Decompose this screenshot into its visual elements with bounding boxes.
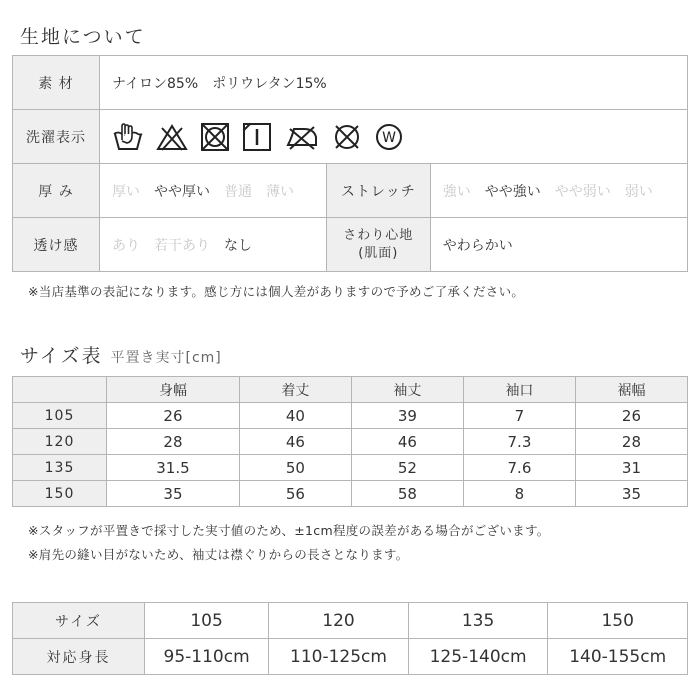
size-table-header [13,377,688,403]
wash-icons-cell [100,110,688,164]
no-tumble-dry-icon [200,122,230,152]
size-row-label: 150 [13,481,107,507]
stretch-options [430,164,687,218]
table-row [13,455,688,481]
svg-text:W: W [382,129,396,146]
size-header-cell: 着丈 [239,377,351,403]
fabric-section-title: 生地について [20,26,146,48]
stretch-option: 強い [442,183,471,200]
size-header-cell: 袖口 [463,377,575,403]
size-table [12,376,688,507]
size-cell: 135 [408,603,548,639]
touch-value: やわらかい [430,218,687,272]
stretch-option: 弱い [624,183,653,200]
thickness-row [13,164,688,218]
touch-label-line2: (肌面) [358,245,399,261]
wash-label: 洗濯表示 [13,110,100,164]
thickness-option: 薄い [266,183,294,200]
size-title-text: サイズ表 [20,345,103,367]
size-row-label: サイズ [13,603,145,639]
transparency-options [100,218,327,272]
size-value-cell: 31.5 [107,455,240,481]
thickness-option: 普通 [224,183,252,200]
size-value-cell: 28 [107,429,240,455]
measurement-note: ※スタッフが平置きで採寸した実寸値のため、±1cm程度の誤差がある場合がございます。 [28,523,550,538]
size-section-title [20,341,222,368]
size-header-cell [13,377,107,403]
size-value-cell: 56 [239,481,351,507]
size-header-cell: 袖丈 [351,377,463,403]
stretch-option: やや弱い [554,183,611,200]
material-value: ナイロン85% ポリウレタン15% [100,56,688,110]
size-value-cell: 52 [351,455,463,481]
size-table-body [13,403,688,507]
size-value-cell: 35 [575,481,687,507]
size-value-cell: 7.6 [463,455,575,481]
low-iron-icon [284,123,320,151]
hand-wash-tub-icon [112,122,144,152]
height-size-row [13,603,688,639]
size-value-cell: 7.3 [463,429,575,455]
size-cell: 150 [548,603,688,639]
height-cell: 125-140cm [408,639,548,675]
size-row-label: 135 [13,455,107,481]
material-row [13,56,688,110]
touch-label-line1: さわり心地 [343,227,414,243]
transparency-label: 透け感 [13,218,100,272]
table-row [13,429,688,455]
sleeve-note: ※肩先の縫い目がないため、袖丈は襟ぐりからの長さとなります。 [28,547,409,562]
size-value-cell: 31 [575,455,687,481]
size-value-cell: 26 [575,403,687,429]
material-label: 素 材 [13,56,100,110]
touch-label [326,218,430,272]
size-value-cell: 46 [239,429,351,455]
size-value-cell: 46 [351,429,463,455]
height-cell: 140-155cm [548,639,688,675]
wet-clean-icon [374,122,404,152]
no-bleach-icon [156,123,188,151]
fabric-table [12,55,688,272]
size-row-label: 120 [13,429,107,455]
wash-row [13,110,688,164]
size-header-cell: 裾幅 [575,377,687,403]
size-value-cell: 39 [351,403,463,429]
size-value-cell: 35 [107,481,240,507]
thickness-options [100,164,327,218]
size-value-cell: 28 [575,429,687,455]
height-cell: 95-110cm [145,639,269,675]
size-row-label: 105 [13,403,107,429]
fabric-note: ※当店基準の表記になります。感じ方には個人差がありますので予めご了承ください。 [28,284,525,299]
thickness-label: 厚 み [13,164,100,218]
table-row [13,481,688,507]
table-row [13,403,688,429]
wash-icons [112,122,687,152]
size-cell: 120 [269,603,409,639]
size-value-cell: 7 [463,403,575,429]
thickness-option: 厚い [112,183,140,200]
size-value-cell: 8 [463,481,575,507]
size-cell: 105 [145,603,269,639]
height-cell: 110-125cm [269,639,409,675]
line-dry-shade-icon [242,122,272,152]
size-value-cell: 58 [351,481,463,507]
size-value-cell: 26 [107,403,240,429]
height-height-row [13,639,688,675]
size-value-cell: 50 [239,455,351,481]
size-header-cell: 身幅 [107,377,240,403]
stretch-option-selected: やや強い [484,183,541,200]
transparency-row [13,218,688,272]
height-table [12,602,688,675]
transparency-option: あり [112,237,140,254]
height-row-label: 対応身長 [13,639,145,675]
size-value-cell: 40 [239,403,351,429]
thickness-option-selected: やや厚い [154,183,210,200]
no-dry-clean-icon [332,122,362,152]
transparency-option-selected: なし [224,237,252,254]
size-subtitle: 平置き実寸[cm] [110,350,222,366]
stretch-label: ストレッチ [326,164,430,218]
transparency-option: 若干あり [154,237,210,254]
